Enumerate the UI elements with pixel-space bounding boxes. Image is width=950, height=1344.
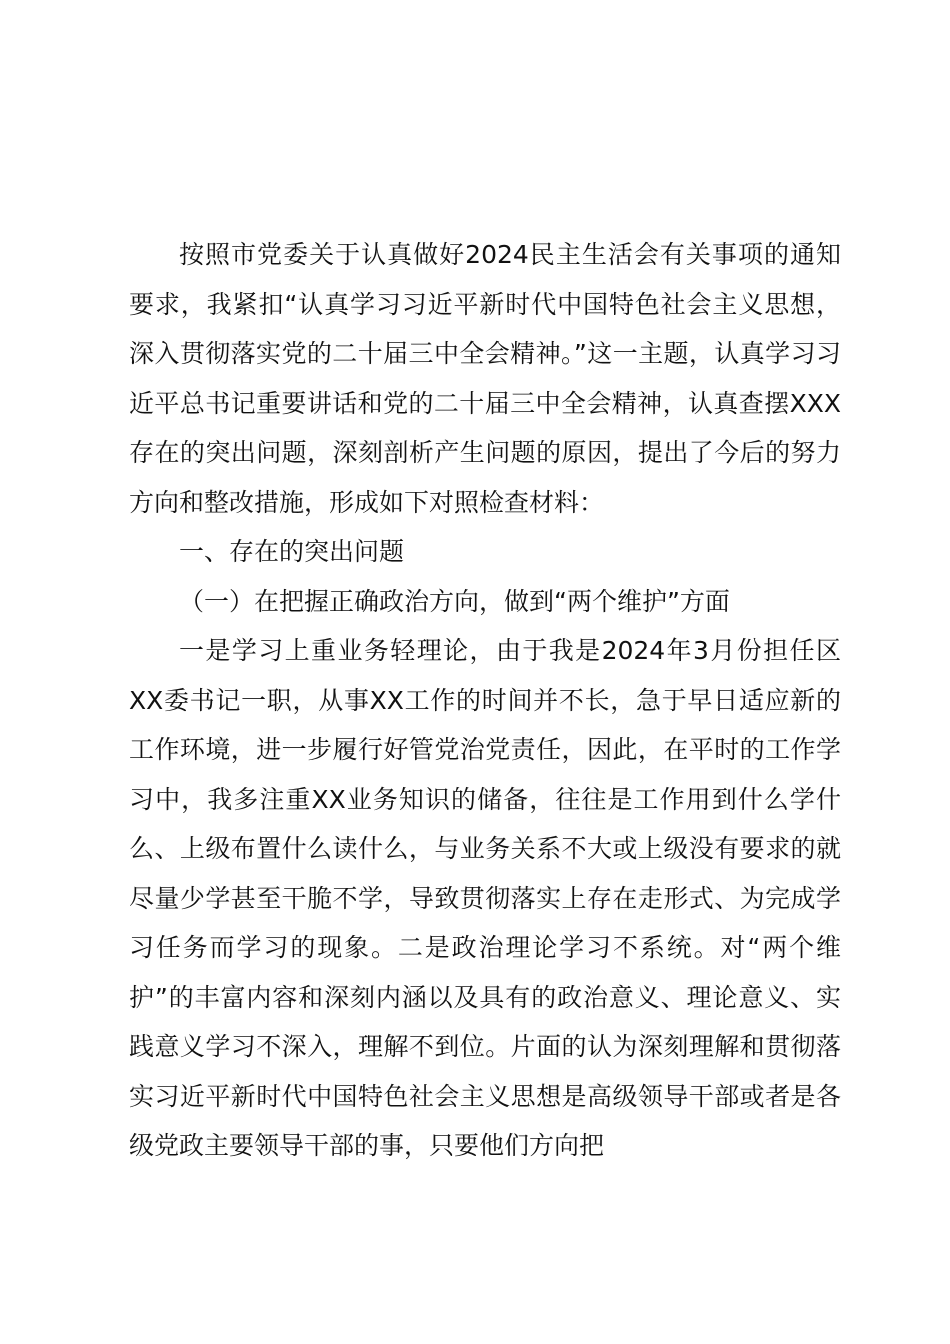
body-paragraph: 一是学习上重业务轻理论，由于我是2024年3月份担任区XX委书记一职，从事XX工作的时间并不长，急于早日适应新的工作环境，进一步履行好管党治党责任，因此，在平时的工作学习中，我多注重XX业务知识的储备，往往是工作用到什么学什么、上级布置什么读什么，与业务关系不大或上级没有要求的就尽量少学甚至干脆不学，导致贯彻落实上存在走形式、为完成学习任务而学习的现象。二是政治理论学习不系统。对“两个维护”的丰富内容和深刻内涵以及具有的政治意义、理论意义、实践意义学习不深入，理解不到位。片面的认为深刻理解和贯彻落实习近平新时代中国特色社会主义思想是高级领导干部或者是各级党政主要领导干部的事，只要他们方向把: [129, 636, 841, 1160]
subsection-heading: （一）在把握正确政治方向，做到“两个维护”方面: [179, 586, 730, 616]
section-heading: 一、存在的突出问题: [179, 537, 405, 566]
document-body: [129, 230, 841, 1171]
intro-paragraph: 按照市党委关于认真做好2024民主生活会有关事项的通知要求，我紧扣“认真学习习近平新时代中国特色社会主义思想，深入贯彻落实党的二十届三中全会精神。”这一主题，认真学习习近平总书记重要讲话和党的二十届三中全会精神，认真查摆XXX存在的突出问题，深刻剖析产生问题的原因，提出了今后的努力方向和整改措施，形成如下对照检查材料：: [129, 240, 841, 517]
